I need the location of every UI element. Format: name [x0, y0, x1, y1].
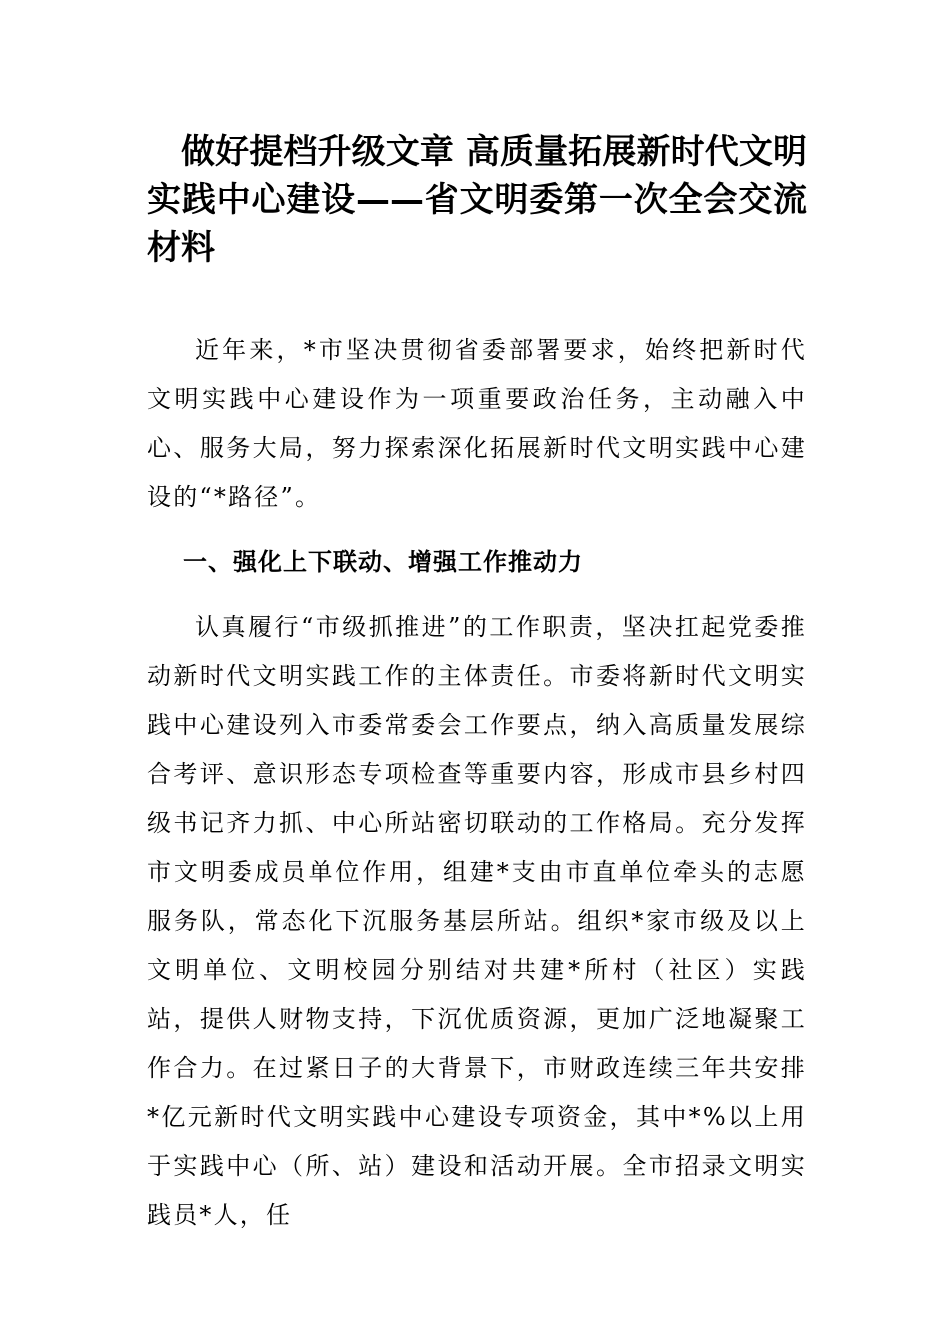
section-heading: 一、强化上下联动、增强工作推动力: [183, 548, 583, 576]
section-paragraph: 认真履行“市级抓推进”的工作职责，坚决扛起党委推动新时代文明实践工作的主体责任。市委将新时代文明实践中心建设列入市委常委会工作要点，纳入高质量发展综合考评、意识形态专项检查等重要内容，形成市县乡村四级书记齐力抓、中心所站密切联动的工作格局。充分发挥市文明委成员单位作用，组建*支由市直单位牵头的志愿服务队，常态化下沉服务基层所站。组织*家市级及以上文明单位、文明校园分别结对共建*所村（社区）实践站，提供人财物支持，下沉优质资源，更加广泛地凝聚工作合力。在过紧日子的大背景下，市财政连续三年共安排*亿元新时代文明实践中心建设专项资金，其中*%以上用于实践中心（所、站）建设和活动开展。全市招录文明实践员*人，任: [147, 613, 807, 1229]
document-title: 做好提档升级文章 高质量拓展新时代文明实践中心建设——省文明委第一次全会交流材料: [147, 132, 807, 268]
intro-paragraph: 近年来，*市坚决贯彻省委部署要求，始终把新时代文明实践中心建设作为一项重要政治任务，主动融入中心、服务大局，努力探索深化拓展新时代文明实践中心建设的“*路径”。: [147, 336, 807, 511]
document-content: [147, 128, 807, 1240]
